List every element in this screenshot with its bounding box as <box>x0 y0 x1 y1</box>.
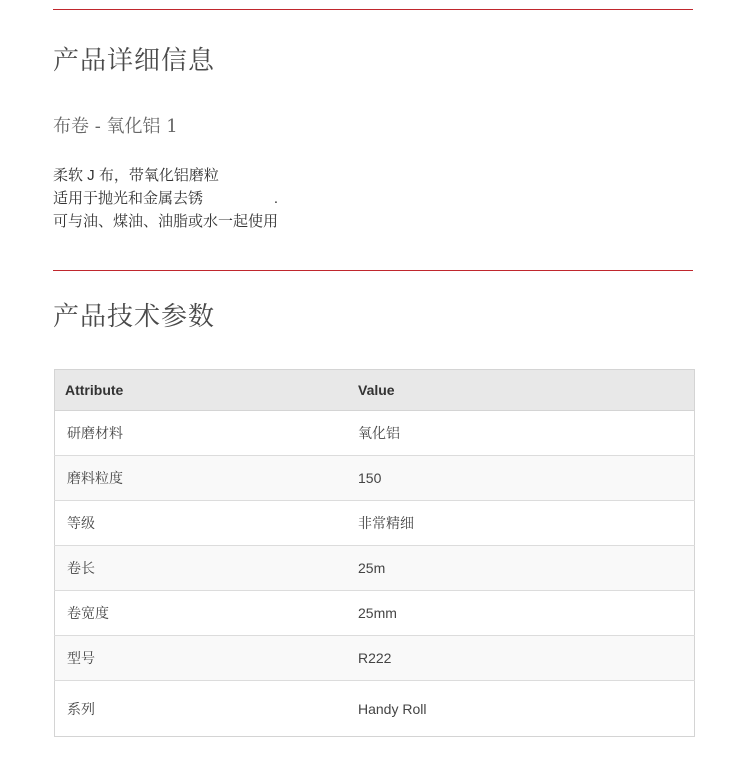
product-name: 布卷 - 氧化铝 1 <box>53 116 178 137</box>
attribute-cell: 型号 <box>55 636 359 681</box>
value-cell: 25mm <box>358 591 695 636</box>
attribute-column-header: Attribute <box>55 370 359 411</box>
description-line: 柔软 J 布，带氧化铝磨粒 <box>53 167 219 184</box>
attribute-cell: 卷宽度 <box>55 591 359 636</box>
table-row <box>55 411 695 456</box>
value-cell: R222 <box>358 636 695 681</box>
specs-header-row <box>55 370 695 411</box>
value-cell: 氧化铝 <box>358 411 695 456</box>
table-row <box>55 681 695 737</box>
product-description <box>53 164 278 233</box>
table-row <box>55 501 695 546</box>
value-cell: 非常精细 <box>358 501 695 546</box>
attribute-cell: 等级 <box>55 501 359 546</box>
attribute-cell: 研磨材料 <box>55 411 359 456</box>
product-details-heading: 产品详细信息 <box>53 46 216 76</box>
table-row <box>55 591 695 636</box>
attribute-cell: 系列 <box>67 700 95 717</box>
table-row <box>55 546 695 591</box>
value-cell: 150 <box>358 456 695 501</box>
value-cell: Handy Roll <box>358 700 427 717</box>
specs-table <box>54 369 695 737</box>
table-row <box>55 456 695 501</box>
section-divider-specs <box>53 270 693 271</box>
tech-specs-heading: 产品技术参数 <box>53 302 216 332</box>
section-divider-top <box>53 9 693 10</box>
value-column-header: Value <box>358 370 695 411</box>
table-row <box>55 636 695 681</box>
attribute-cell: 卷长 <box>55 546 359 591</box>
value-cell: 25m <box>358 546 695 591</box>
attribute-cell: 磨料粒度 <box>55 456 359 501</box>
description-line: 可与油、煤油、油脂或水一起使用 <box>53 213 279 230</box>
description-line: 适用于抛光和金属去锈 . <box>53 190 279 207</box>
